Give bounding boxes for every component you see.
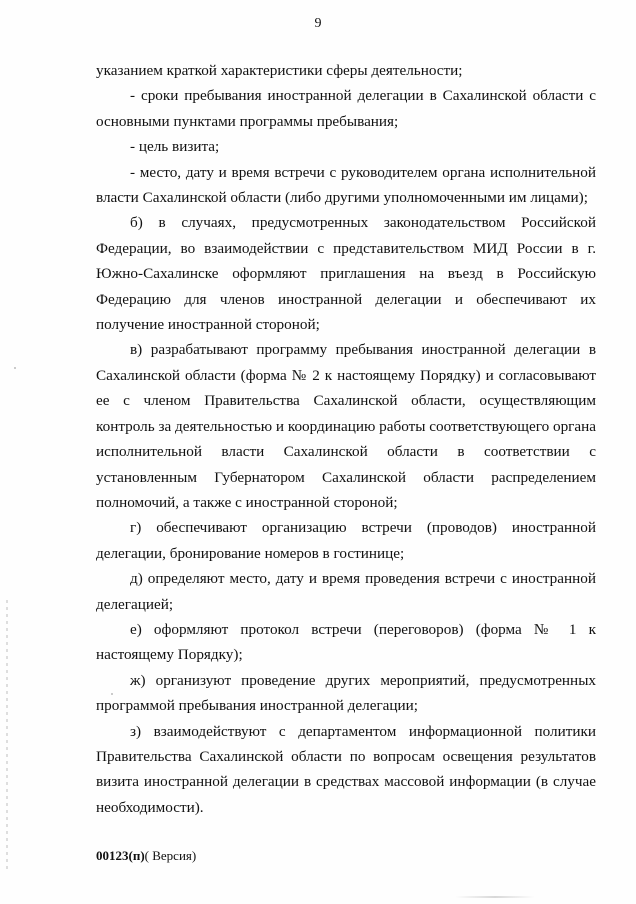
scan-speck xyxy=(111,693,113,695)
document-code: 00123(п) xyxy=(96,848,145,863)
paragraph-continuation: указанием краткой характеристики сферы деятельности; xyxy=(96,62,463,79)
paragraph-item-zh-other-events: ж) организуют проведение других мероприятий, предусмотренных программой пребывания иностранной делегации; xyxy=(96,671,596,715)
paragraph-item-g-meeting-organization: г) обеспечивают организацию встречи (проводов) иностранной делегации, бронирование номеров в гостинице; xyxy=(96,519,596,562)
scan-smudge-artifact xyxy=(455,896,535,898)
paragraph-item-z-media-coverage: з) взаимодействуют с департаментом информационной политики Правительства Сахалинской области по вопросам освещения результатов визита иностранной делегации в средствах массовой информации (в случае необходимости). xyxy=(96,722,596,816)
document-version-label: ( Версия) xyxy=(144,848,197,863)
scan-edge-artifact xyxy=(6,600,8,870)
paragraph-meeting-place-date-time: - место, дату и время встречи с руководителем органа исполнительной власти Сахалинской области (либо другими уполномоченными им лицами); xyxy=(96,163,596,207)
page-number: 9 xyxy=(314,16,322,31)
paragraph-visit-purpose: - цель визита; xyxy=(130,138,220,156)
paragraph-item-v-stay-program: в) разрабатывают программу пребывания иностранной делегации в Сахалинской области (форма № 2 к настоящему Порядку) и согласовывают ее с членом Правительства Сахалинской области, осуществляющим контроль за деятельностью и координацию работы соответствующего органа исполнительной власти Сахалинской области в соответствии с установленным Губернатором Сахалинской области распределением полномочий, а также с иностранной стороной; xyxy=(96,341,596,511)
paragraph-item-e-meeting-protocol: е) оформляют протокол встречи (переговоров) (форма № 1 к настоящему Порядку); xyxy=(96,620,596,664)
paragraph-item-d-meeting-place: д) определяют место, дату и время проведения встречи с иностранной делегацией; xyxy=(96,570,596,613)
document-footer-code xyxy=(96,848,196,864)
paragraph-delegation-stay-dates: - сроки пребывания иностранной делегации в Сахалинской области с основными пунктами программы пребывания; xyxy=(96,87,596,130)
scan-speck xyxy=(14,367,16,369)
paragraph-item-b-invitations: б) в случаях, предусмотренных законодательством Российской Федерации, во взаимодействии с представительством МИД России в г. Южно-Сахалинске оформляют приглашения на въезд в Российскую Федерацию для членов иностранной делегации и обеспечивают их получение иностранной стороной; xyxy=(96,214,596,334)
document-body xyxy=(96,58,596,820)
